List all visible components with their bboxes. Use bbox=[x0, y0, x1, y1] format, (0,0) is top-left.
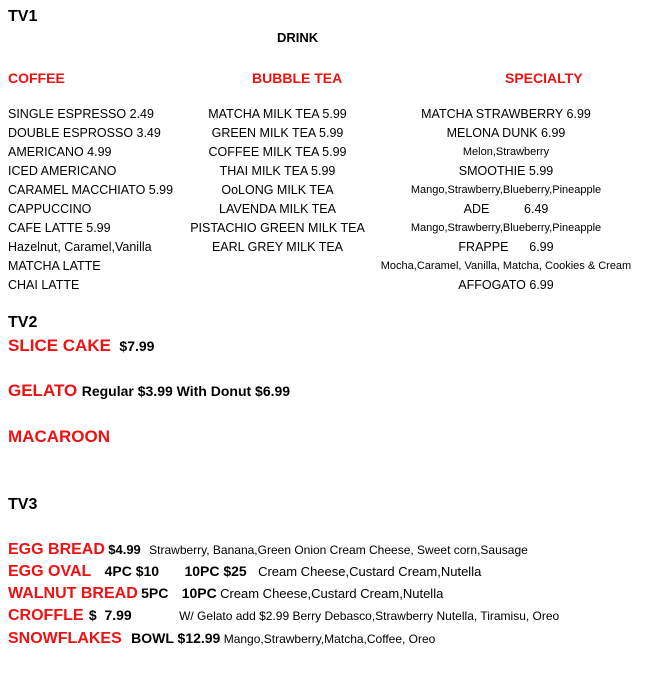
list-item: PISTACHIO GREEN MILK TEA bbox=[190, 221, 365, 235]
bubble-tea-title: BUBBLE TEA bbox=[252, 70, 343, 86]
egg-oval-name: EGG OVAL bbox=[8, 563, 92, 580]
list-item: Mango,Strawberry,Blueberry,Pineapple bbox=[410, 222, 602, 234]
list-item: Mocha,Caramel, Vanilla, Matcha, Cookies & Cream bbox=[380, 260, 632, 272]
tv1-label: TV1 bbox=[8, 8, 38, 25]
croffle-price: $ 7.99 bbox=[88, 607, 132, 623]
snowflakes-name: SNOWFLAKES bbox=[8, 630, 122, 647]
list-item: CHAI LATTE bbox=[8, 278, 80, 292]
macaroon-row bbox=[8, 427, 110, 447]
croffle-detail: W/ Gelato add $2.99 Berry Debasco,Strawberry Nutella, Tiramisu, Oreo bbox=[179, 609, 560, 623]
egg-oval-detail: Cream Cheese,Custard Cream,Nutella bbox=[258, 564, 482, 579]
walnut-bread-row bbox=[8, 585, 443, 603]
list-item: AMERICANO 4.99 bbox=[8, 145, 112, 159]
specialty-list bbox=[350, 105, 662, 295]
egg-bread-detail: Strawberry, Banana,Green Onion Cream Cheese, Sweet corn,Sausage bbox=[149, 543, 528, 557]
walnut-bread-price-1: 5PC bbox=[141, 585, 169, 601]
list-item: COFFEE MILK TEA 5.99 bbox=[208, 145, 347, 159]
list-item: SMOOTHIE 5.99 bbox=[458, 164, 554, 178]
egg-bread-name: EGG BREAD bbox=[8, 541, 105, 558]
egg-bread-row bbox=[8, 541, 528, 559]
list-item: CAFE LATTE 5.99 bbox=[8, 221, 111, 235]
list-item: Mango,Strawberry,Blueberry,Pineapple bbox=[410, 184, 602, 196]
list-item: MATCHA STRAWBERRY 6.99 bbox=[421, 107, 591, 121]
egg-oval-price-1: 4PC $10 bbox=[104, 563, 160, 579]
list-item: FRAPPE 6.99 bbox=[458, 240, 554, 254]
snowflakes-price: BOWL $12.99 bbox=[131, 630, 221, 646]
walnut-bread-price-2: 10PC bbox=[181, 585, 217, 601]
list-item: OoLONG MILK TEA bbox=[221, 183, 334, 197]
slice-cake-name: SLICE CAKE bbox=[8, 336, 111, 355]
list-item: GREEN MILK TEA 5.99 bbox=[211, 126, 344, 140]
list-item: CAPPUCCINO bbox=[8, 202, 92, 216]
macaroon-name: MACAROON bbox=[8, 427, 110, 446]
gelato-name: GELATO bbox=[8, 381, 78, 400]
list-item: MELONA DUNK 6.99 bbox=[446, 126, 566, 140]
croffle-name: CROFFLE bbox=[8, 607, 84, 624]
list-item: LAVENDA MILK TEA bbox=[219, 202, 336, 216]
list-item: DOUBLE ESPROSSO 3.49 bbox=[8, 126, 161, 140]
walnut-bread-name: WALNUT BREAD bbox=[8, 585, 138, 602]
coffee-title: COFFEE bbox=[8, 70, 65, 86]
gelato-detail: Regular $3.99 With Donut $6.99 bbox=[81, 383, 291, 399]
gelato-row bbox=[8, 381, 290, 401]
drink-header: DRINK bbox=[277, 30, 319, 45]
list-item: THAI MILK TEA 5.99 bbox=[219, 164, 336, 178]
tv3-label: TV3 bbox=[8, 496, 38, 513]
coffee-list bbox=[8, 105, 173, 295]
slice-cake-row bbox=[8, 336, 154, 356]
list-item: MATCHA LATTE bbox=[8, 259, 101, 273]
list-item: Melon,Strawberry bbox=[462, 146, 550, 158]
egg-oval-row bbox=[8, 563, 481, 581]
list-item: ADE 6.49 bbox=[463, 202, 549, 216]
specialty-title: SPECIALTY bbox=[505, 70, 583, 86]
croffle-row bbox=[8, 607, 559, 625]
tv2-label: TV2 bbox=[8, 314, 38, 331]
list-item: AFFOGATO 6.99 bbox=[458, 278, 554, 292]
list-item: ICED AMERICANO bbox=[8, 164, 117, 178]
egg-oval-price-2: 10PC $25 bbox=[184, 563, 247, 579]
list-item: EARL GREY MILK TEA bbox=[211, 240, 344, 254]
list-item: MATCHA MILK TEA 5.99 bbox=[208, 107, 347, 121]
list-item: SINGLE ESPRESSO 2.49 bbox=[8, 107, 154, 121]
egg-bread-price: $4.99 bbox=[108, 542, 141, 557]
snowflakes-row bbox=[8, 630, 435, 648]
snowflakes-detail: Mango,Strawberry,Matcha,Coffee, Oreo bbox=[223, 632, 436, 646]
walnut-bread-detail: Cream Cheese,Custard Cream,Nutella bbox=[220, 586, 444, 601]
list-item: Hazelnut, Caramel,Vanilla bbox=[8, 240, 152, 254]
slice-cake-price: $7.99 bbox=[119, 338, 155, 354]
list-item: CARAMEL MACCHIATO 5.99 bbox=[8, 183, 174, 197]
